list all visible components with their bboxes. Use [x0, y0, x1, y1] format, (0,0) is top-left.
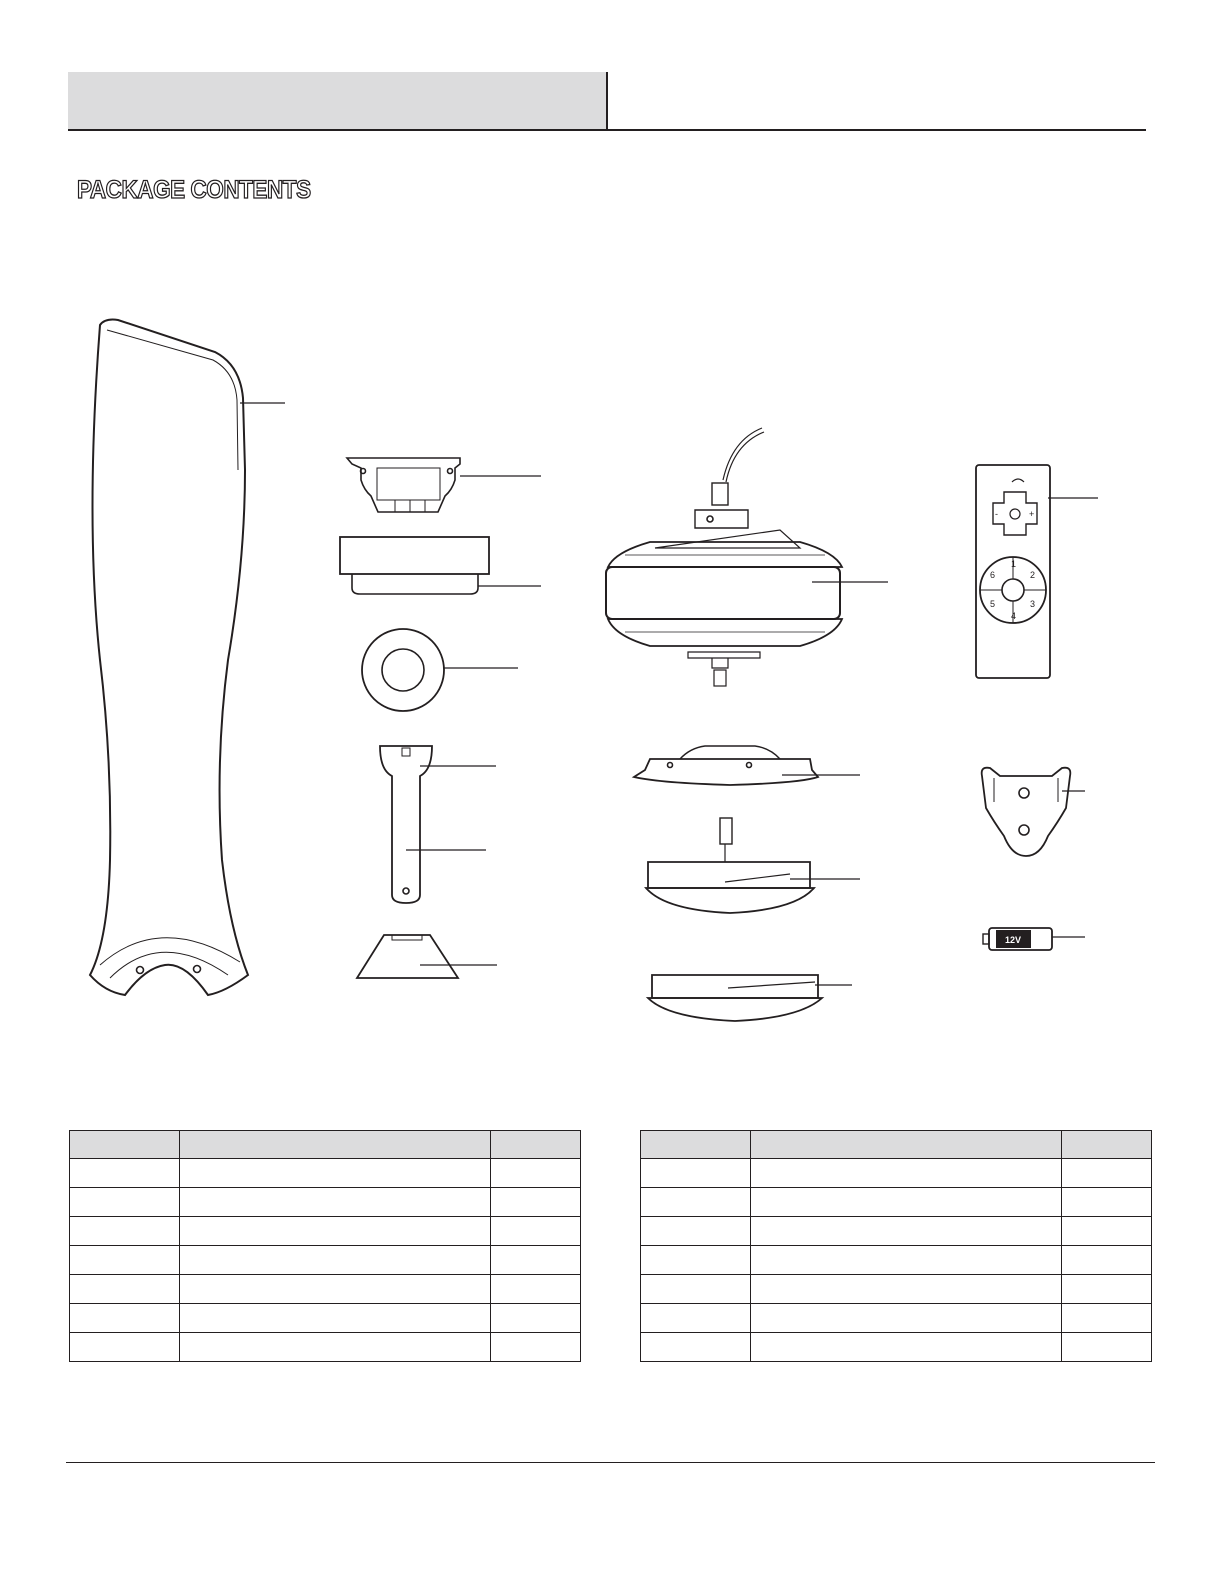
- table-row: [641, 1246, 1152, 1275]
- remote-speed-1-label: 1: [1011, 559, 1017, 569]
- coupling-cover: [357, 935, 497, 978]
- canopy: [340, 537, 541, 594]
- table-row: [641, 1304, 1152, 1333]
- section-title: PACKAGE CONTENTS: [77, 176, 311, 204]
- parts-table-left: [69, 1130, 581, 1362]
- light-cover: [648, 975, 852, 1021]
- motor-assembly: [606, 428, 888, 686]
- table-row: [641, 1333, 1152, 1362]
- light-kit-housing: [634, 746, 860, 785]
- canopy-ring: [362, 629, 518, 711]
- remote-holder: [982, 768, 1085, 856]
- table-header-cell: [1062, 1131, 1152, 1159]
- table-row: [70, 1304, 581, 1333]
- table-header-cell: [180, 1131, 491, 1159]
- table-row: [641, 1275, 1152, 1304]
- table-row: [641, 1188, 1152, 1217]
- table-row: [641, 1217, 1152, 1246]
- table-header-cell: [641, 1131, 751, 1159]
- mounting-bracket: [347, 458, 541, 512]
- battery-voltage-label: 12V: [1004, 935, 1022, 945]
- footer-rule: [66, 1462, 1155, 1463]
- led-light-module: [646, 818, 860, 913]
- remote-plus-label: +: [1029, 509, 1035, 519]
- table-header-row: [70, 1131, 581, 1159]
- table-header-row: [641, 1131, 1152, 1159]
- fan-blade: [90, 320, 285, 995]
- table-header-cell: [751, 1131, 1062, 1159]
- table-row: [70, 1275, 581, 1304]
- remote-speed-2-label: 2: [1030, 570, 1036, 580]
- parts-table-right: [640, 1130, 1152, 1362]
- table-header-cell: [491, 1131, 581, 1159]
- remote-minus-label: -: [995, 509, 998, 519]
- downrod: [380, 746, 496, 903]
- table-row: [70, 1333, 581, 1362]
- table-row: [641, 1159, 1152, 1188]
- remote-speed-4-label: 4: [1011, 611, 1017, 621]
- table-row: [70, 1217, 581, 1246]
- table-row: [70, 1246, 581, 1275]
- battery: [983, 928, 1085, 950]
- remote-speed-3-label: 3: [1030, 599, 1036, 609]
- table-row: [70, 1159, 581, 1188]
- remote-speed-6-label: 6: [990, 570, 996, 580]
- table-row: [70, 1188, 581, 1217]
- remote-speed-5-label: 5: [990, 599, 996, 609]
- table-header-cell: [70, 1131, 180, 1159]
